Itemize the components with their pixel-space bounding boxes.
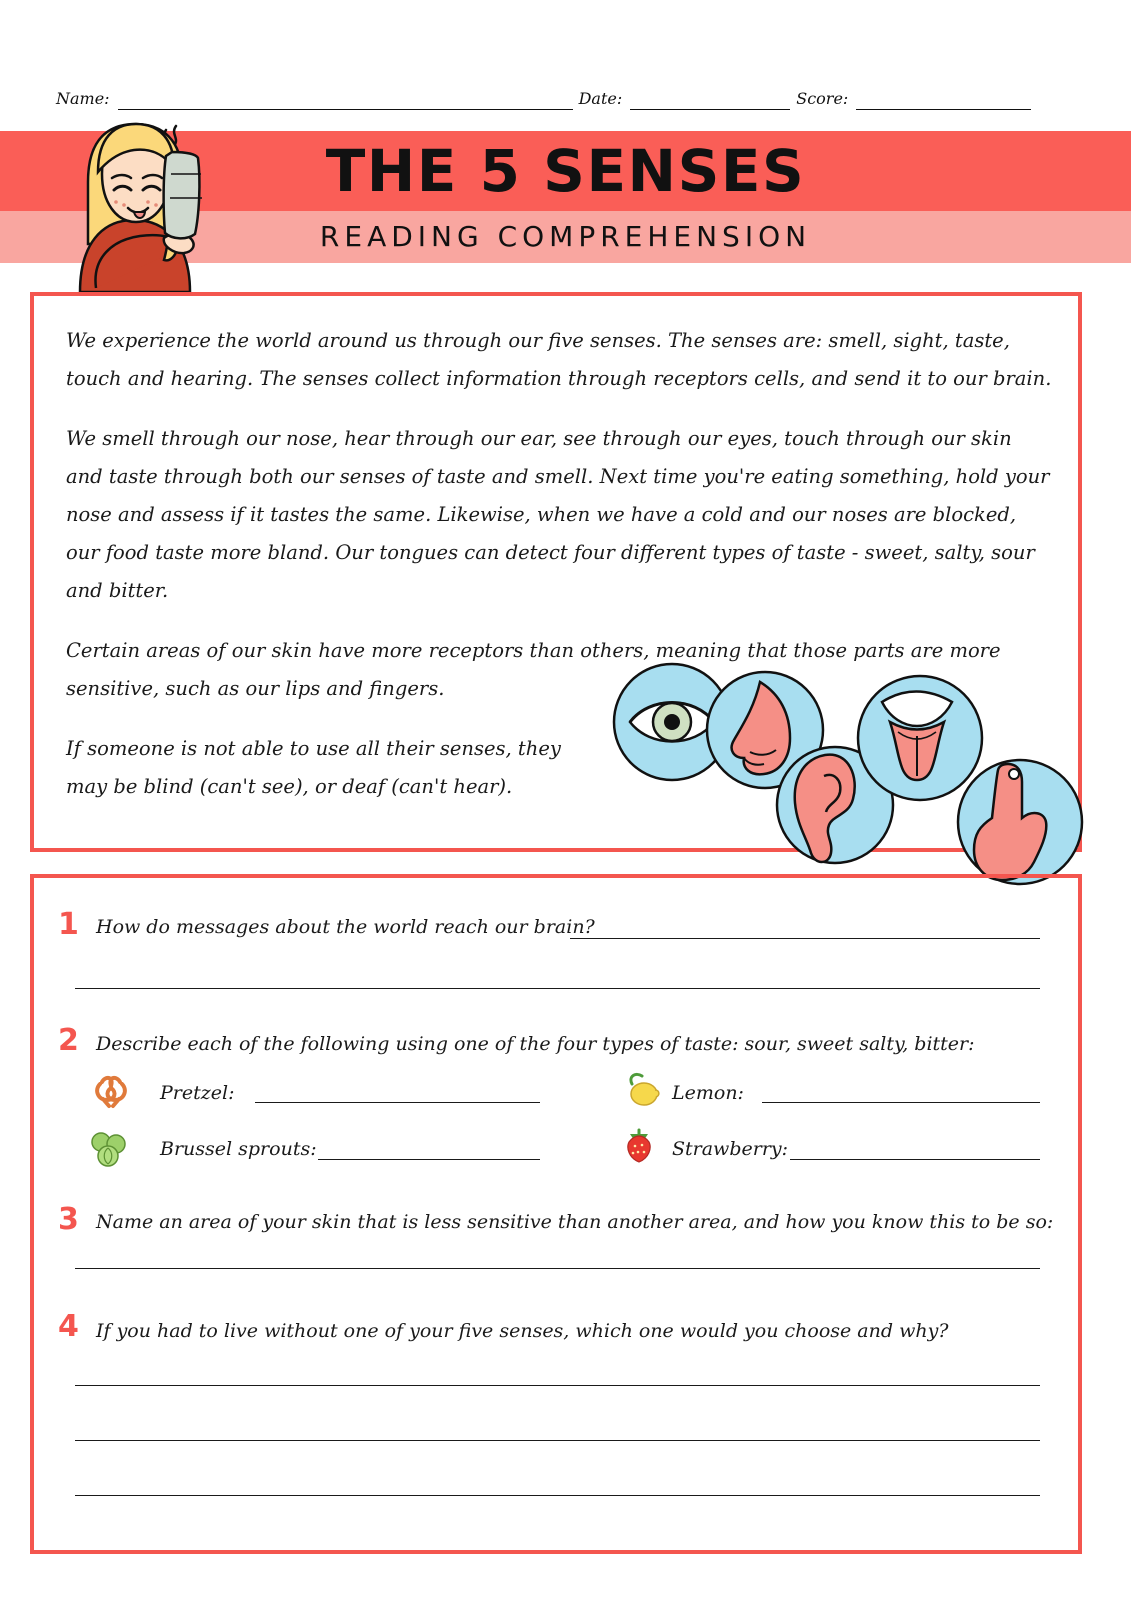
pretzel-label: Pretzel: (160, 1082, 235, 1104)
finger-touch-icon (958, 760, 1082, 884)
passage-paragraph-4: If someone is not able to use all their senses, they may be blind (can't see), or deaf (can't hear). (66, 737, 561, 798)
lemon-answer-line[interactable] (762, 1102, 1040, 1103)
question-2-text: Describe each of the following using one of the four types of taste: sour, sweet salty, bitter: (96, 1033, 975, 1055)
question-4-text: If you had to live without one of your five senses, which one would you choose and why? (96, 1320, 949, 1342)
question-4-answer-line-1[interactable] (75, 1385, 1040, 1386)
page-title: THE 5 SENSES (325, 137, 806, 205)
lemon-icon (622, 1068, 664, 1110)
question-4-number: 4 (58, 1309, 79, 1344)
brussel-sprouts-icon (88, 1128, 130, 1170)
five-senses-illustration (610, 660, 1110, 895)
date-label: Date: (578, 89, 623, 108)
passage-paragraph-2: We smell through our nose, hear through our ear, see through our eyes, touch through our skin and taste through both our senses of taste and smell. Next time you're eating something, hold your nose and assess if it tastes the same. Likewise, when we have a cold and our noses are blocked, our food taste more bland. Our tongues can detect four different types of taste - sweet, salty, sour and bitter. (66, 427, 1050, 602)
strawberry-label: Strawberry: (672, 1138, 789, 1160)
girl-smelling-illustration (40, 112, 230, 292)
pretzel-answer-line[interactable] (255, 1102, 540, 1103)
page-subtitle: READING COMPREHENSION (319, 220, 812, 253)
date-input-line[interactable] (630, 89, 790, 110)
question-2-number: 2 (58, 1023, 79, 1058)
pretzel-icon (90, 1072, 132, 1114)
question-1-answer-line-1[interactable] (570, 938, 1040, 939)
name-input-line[interactable] (118, 89, 573, 110)
mouth-tongue-icon (858, 676, 982, 800)
score-label: Score: (796, 89, 849, 108)
question-3-number: 3 (58, 1202, 79, 1237)
strawberry-answer-line[interactable] (790, 1159, 1040, 1160)
strawberry-icon (618, 1124, 660, 1166)
brussel-sprouts-answer-line[interactable] (318, 1159, 540, 1160)
passage-paragraph-1: We experience the world around us through our five senses. The senses are: smell, sight, taste, touch and hearing. The senses collect information through receptors cells, and send it to our brain. (66, 329, 1052, 390)
question-4-answer-line-3[interactable] (75, 1495, 1040, 1496)
question-3-answer-line-1[interactable] (75, 1268, 1040, 1269)
student-meta-row (56, 78, 1076, 110)
passage-paragraph-3: Certain areas of our skin have more receptors than others, meaning that those parts are more sensitive, such as our lips and fingers. (66, 639, 1001, 700)
question-4-answer-line-2[interactable] (75, 1440, 1040, 1441)
name-label: Name: (56, 89, 110, 108)
brussel-sprouts-label: Brussel sprouts: (160, 1138, 317, 1160)
question-3-text: Name an area of your skin that is less sensitive than another area, and how you know this to be so: (96, 1211, 1054, 1233)
question-1-text: How do messages about the world reach our brain? (96, 916, 595, 938)
score-input-line[interactable] (856, 89, 1031, 110)
lemon-label: Lemon: (672, 1082, 744, 1104)
question-1-number: 1 (58, 907, 79, 942)
question-1-answer-line-2[interactable] (75, 988, 1040, 989)
